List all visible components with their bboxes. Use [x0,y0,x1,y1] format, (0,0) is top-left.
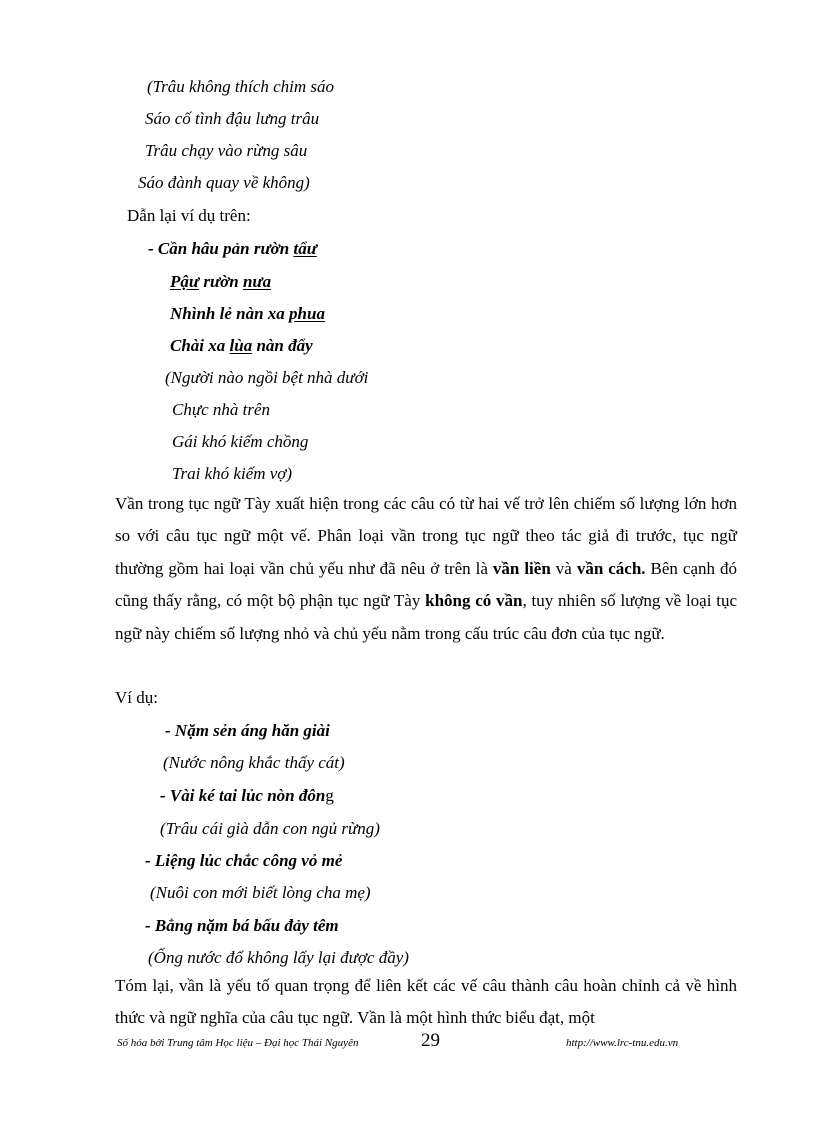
paragraph-1 [115,488,737,650]
example-3-vi: (Nuôi con mới biết lòng cha mẹ) [150,883,371,902]
verse2-rhyme-word: tẩư [293,239,317,258]
verse2-line-3-text: Nhình lẻ nàn xa [170,304,290,323]
verse2-rhyme-word: nưa [242,272,272,291]
verse1-line-4: Sáo đành quay về không) [138,173,310,192]
footer-url[interactable]: http://www.lrc-tnu.edu.vn [566,1037,679,1049]
example-dash: - [145,851,155,870]
verse2-rhyme-word: lùa [229,336,253,355]
example-4-tay [145,915,339,937]
verse2-rhyme-word: phua [289,304,325,323]
verse1-line-2: Sáo cố tình đậu lưng trâu [145,109,320,128]
verse2-line-4 [170,335,313,357]
example-2-tay [160,785,334,807]
verse2-translation-line-4: Trai khó kiếm vợ) [172,464,293,483]
example-3-text: Liệng lủc chắc công vỏ mẻ [154,851,343,870]
example-4-text: Bẳng nặm bá bấu đảy têm [154,916,339,935]
footer-source: Số hóa bởi Trung tâm Học liệu – Đại học Thái Nguyên [117,1037,359,1049]
example-1-text: Nặm sẻn áng hăn giài [174,721,330,740]
example-3-tay [145,850,342,872]
example-dash: - [165,721,175,740]
verse2-rhyme-word: Pậư [170,272,200,291]
verse2-translation-line-2: Chực nhà trên [172,400,271,419]
paragraph-1-text: , tuy nhiên số lượng về loại tục ngữ này chiếm số lượng nhỏ và chủ yếu nằm trong cấu trúc câu đơn của tục ngữ. [115,591,737,643]
example-dash: - [160,786,170,805]
verse2-translation-line-1: (Người nào ngồi bệt nhà dưới [165,368,369,387]
verse2-line-2-text: rườn [199,272,243,291]
example-1-vi: (Nước nông khắc thấy cát) [163,753,345,772]
page-number: 29 [421,1030,440,1051]
verse2-line-4-text: Chài xa [170,336,230,355]
example-4-vi: (Ống nước đổ không lấy lại được đầy) [148,948,409,967]
example-1-tay [165,720,330,742]
example-label: Ví dụ: [115,688,158,707]
paragraph-1-text: và [550,558,577,578]
verse2-line-4-tail: nàn đẩy [252,336,313,355]
term-van-cach: vần cách. [576,558,646,578]
verse2-line-3 [170,303,325,325]
verse2-dash: - [148,239,158,258]
verse2-translation-line-3: Gái khó kiếm chồng [172,432,309,451]
example-2-text: Vài ké tai lủc nòn đôn [169,786,326,805]
paragraph-2: Tóm lại, vần là yếu tố quan trọng để liên kết các vế câu thành câu hoàn chỉnh cả về hình thức và ngữ nghĩa của câu tục ngữ. Vần là một hình thức biểu đạt, một [115,976,737,1028]
intro-line: Dẫn lại ví dụ trên: [127,206,251,225]
verse2-line-2 [170,271,271,293]
example-dash: - [145,916,155,935]
verse2-line-1-text: Cần hâu pản rườn [157,239,294,258]
verse1-line-1: (Trâu không thích chim sáo [147,77,334,96]
paragraph-1-text: Bên cạnh đó cũng thấy rằng, có một bộ phận tục ngữ Tày [115,558,738,611]
verse1-line-3: Trâu chạy vào rừng sâu [145,141,308,160]
example-2-tail: g [325,786,334,805]
term-van-lien: vần liền [492,558,551,578]
term-khong-co-van: không có vần [425,591,523,611]
paragraph-1-text: Vần trong tục ngữ Tày xuất hiện trong các câu có từ hai vế trở lên chiếm số lượng lớn hơn so với câu tục ngữ một vế. Phân loại vần trong tục ngữ theo tác giả đi trước, tục ngữ thường gồm hai loại vần chủ yếu như đã nêu ở trên là [115,494,737,578]
example-2-vi: (Trâu cái già dẫn con ngủ rừng) [160,819,380,838]
verse2-line-1 [148,238,317,260]
